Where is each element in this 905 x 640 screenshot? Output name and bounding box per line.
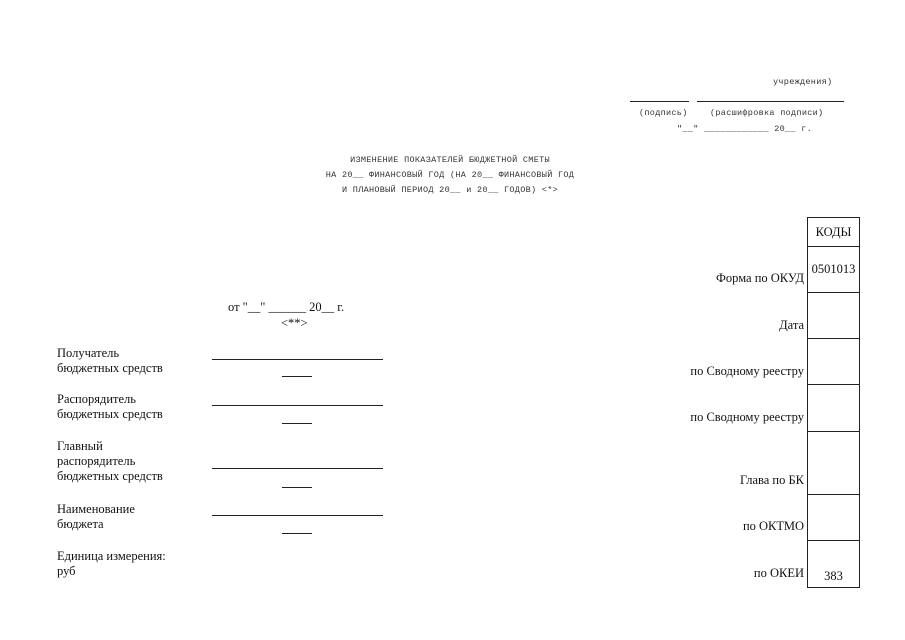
document-date[interactable]: от "__" ______ 20__ г. xyxy=(228,300,345,314)
budget-name-label: Наименование бюджета xyxy=(57,502,135,531)
decoding-line[interactable] xyxy=(697,101,844,102)
institution-caption: учреждения) xyxy=(773,77,833,87)
budget-name-code-input[interactable] xyxy=(282,533,312,534)
recipient-input[interactable] xyxy=(212,359,383,360)
title-line-3: И ПЛАНОВЫЙ ПЕРИОД 20__ и 20__ ГОДОВ) <*> xyxy=(341,185,559,195)
bk-chapter-label: Глава по БК xyxy=(739,473,804,487)
registry-label-1: по Сводному реестру xyxy=(690,364,804,378)
okud-code[interactable]: 0501013 xyxy=(808,247,859,293)
decoding-caption: (расшифровка подписи) xyxy=(710,108,824,118)
manager-code-input[interactable] xyxy=(282,423,312,424)
recipient-label: Получатель бюджетных средств xyxy=(57,346,163,375)
title-line-1: ИЗМЕНЕНИЕ ПОКАЗАТЕЛЕЙ БЮДЖЕТНОЙ СМЕТЫ xyxy=(350,155,550,165)
signature-line[interactable] xyxy=(630,101,689,102)
manager-input[interactable] xyxy=(212,405,383,406)
oktmo-label: по ОКТМО xyxy=(742,519,804,533)
date-label: Дата xyxy=(779,318,804,332)
bk-chapter-code[interactable] xyxy=(808,432,859,495)
registry-code-1[interactable] xyxy=(808,339,859,385)
budget-name-input[interactable] xyxy=(212,515,383,516)
okud-label: Форма по ОКУД xyxy=(716,271,804,285)
document-date-note: <**> xyxy=(281,316,308,330)
registry-code-2[interactable] xyxy=(808,385,859,432)
approval-date[interactable]: "__" ____________ 20__ г. xyxy=(677,124,813,134)
manager-label: Распорядитель бюджетных средств xyxy=(57,392,163,421)
main-manager-label: Главный распорядитель бюджетных средств xyxy=(57,439,163,483)
main-manager-code-input[interactable] xyxy=(282,487,312,488)
date-code[interactable] xyxy=(808,293,859,339)
codes-header: КОДЫ xyxy=(808,218,859,247)
oktmo-code[interactable] xyxy=(808,495,859,541)
unit-label: Единица измерения: руб xyxy=(57,549,166,578)
main-manager-input[interactable] xyxy=(212,468,383,469)
recipient-code-input[interactable] xyxy=(282,376,312,377)
okei-label: по ОКЕИ xyxy=(753,566,804,580)
codes-table xyxy=(807,217,860,588)
title-line-2: НА 20__ ФИНАНСОВЫЙ ГОД (НА 20__ ФИНАНСОВЫЙ ГОД xyxy=(325,170,575,180)
okei-code[interactable]: 383 xyxy=(808,541,859,588)
signature-caption: (подпись) xyxy=(639,108,688,118)
registry-label-2: по Сводному реестру xyxy=(690,410,804,424)
